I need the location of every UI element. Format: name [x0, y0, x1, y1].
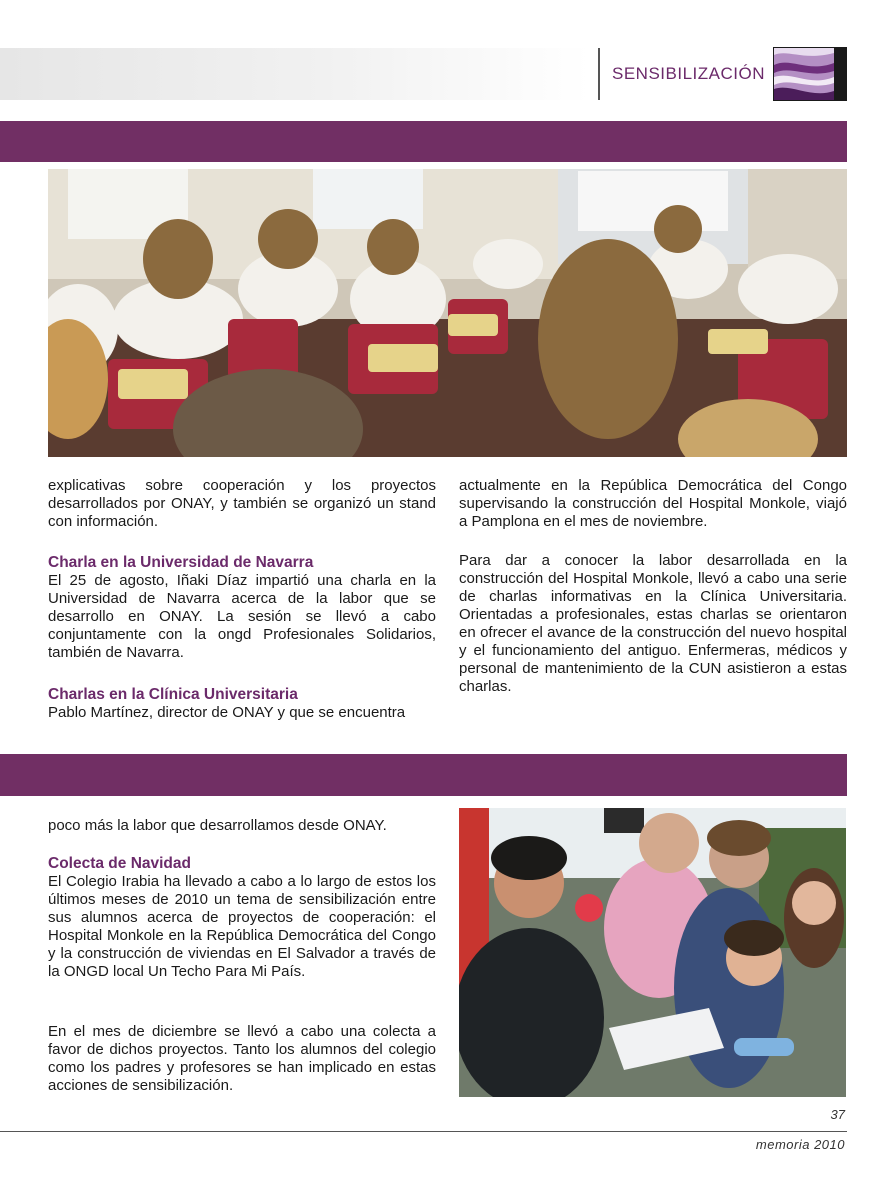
- people-photo: [459, 808, 846, 1097]
- footer-rule: [0, 1131, 847, 1132]
- heading-colecta-navidad: Colecta de Navidad: [48, 855, 191, 872]
- paragraph-intro-left: explicativas sobre cooperación y los proyectos desarrollados por ONAY, y también se organizó un stand con información.: [48, 477, 436, 530]
- paragraph-intro-bottom: poco más la labor que desarrollamos desde ONAY.: [48, 817, 387, 834]
- paragraph-charla-universidad: El 25 de agosto, Iñaki Díaz impartió una charla en la Universidad de Navarra acerca de la labor que se desarrollo en ONAY. La sesión se llevó a cabo conjuntamente con la ongd Profesionales Solidarios, también de Navarra.: [48, 572, 436, 661]
- heading-charlas-clinica: Charlas en la Clínica Universitaria: [48, 686, 298, 703]
- heading-charla-universidad: Charla en la Universidad de Navarra: [48, 554, 314, 571]
- header-fade-bar: [0, 48, 590, 100]
- paragraph-charlas-clinica-start: Pablo Martínez, director de ONAY y que se encuentra: [48, 704, 406, 721]
- header-divider: [598, 48, 600, 100]
- paragraph-right-charlas: Para dar a conocer la labor desarrollada en la construcción del Hospital Monkole, llevó a cabo una serie de charlas informativas en la Clínica Universitaria. Orientadas a profesionales, estas charlas se orientaron en ofrecer el avance de la construcción del nuevo hospital y el funcionamiento del antiguo. Enfermeras, médicos y personal de mantenimiento de la CUN asistieron a estas charlas.: [459, 552, 847, 695]
- publication-name: memoria 2010: [755, 1137, 845, 1152]
- people-photo-illustration: [459, 808, 846, 1097]
- section-wave-logo: [773, 47, 847, 101]
- section-band-top: [0, 121, 847, 162]
- classroom-photo: [48, 169, 847, 457]
- classroom-photo-illustration: [48, 169, 847, 457]
- section-title: SENSIBILIZACIÓN: [612, 64, 765, 83]
- page-number: 37: [830, 1107, 845, 1122]
- paragraph-colecta-2: En el mes de diciembre se llevó a cabo una colecta a favor de dichos proyectos. Tanto los alumnos del colegio como los padres y profesores se han implicado en estas acciones de sensibilización.: [48, 1023, 436, 1094]
- paragraph-colecta-1: El Colegio Irabia ha llevado a cabo a lo largo de estos los últimos meses de 2010 un tema de sensibilización entre sus alumnos acerca de proyectos de cooperación: el Hospital Monkole en la República Democrática del Congo y la construcción de viviendas en El Salvador a través de la ONGD local Un Techo Para Mi País.: [48, 873, 436, 980]
- section-band-bottom: [0, 754, 847, 796]
- paragraph-right-continuation: actualmente en la República Democrática del Congo supervisando la construcción del Hospital Monkole, viajó a Pamplona en el mes de noviembre.: [459, 477, 847, 530]
